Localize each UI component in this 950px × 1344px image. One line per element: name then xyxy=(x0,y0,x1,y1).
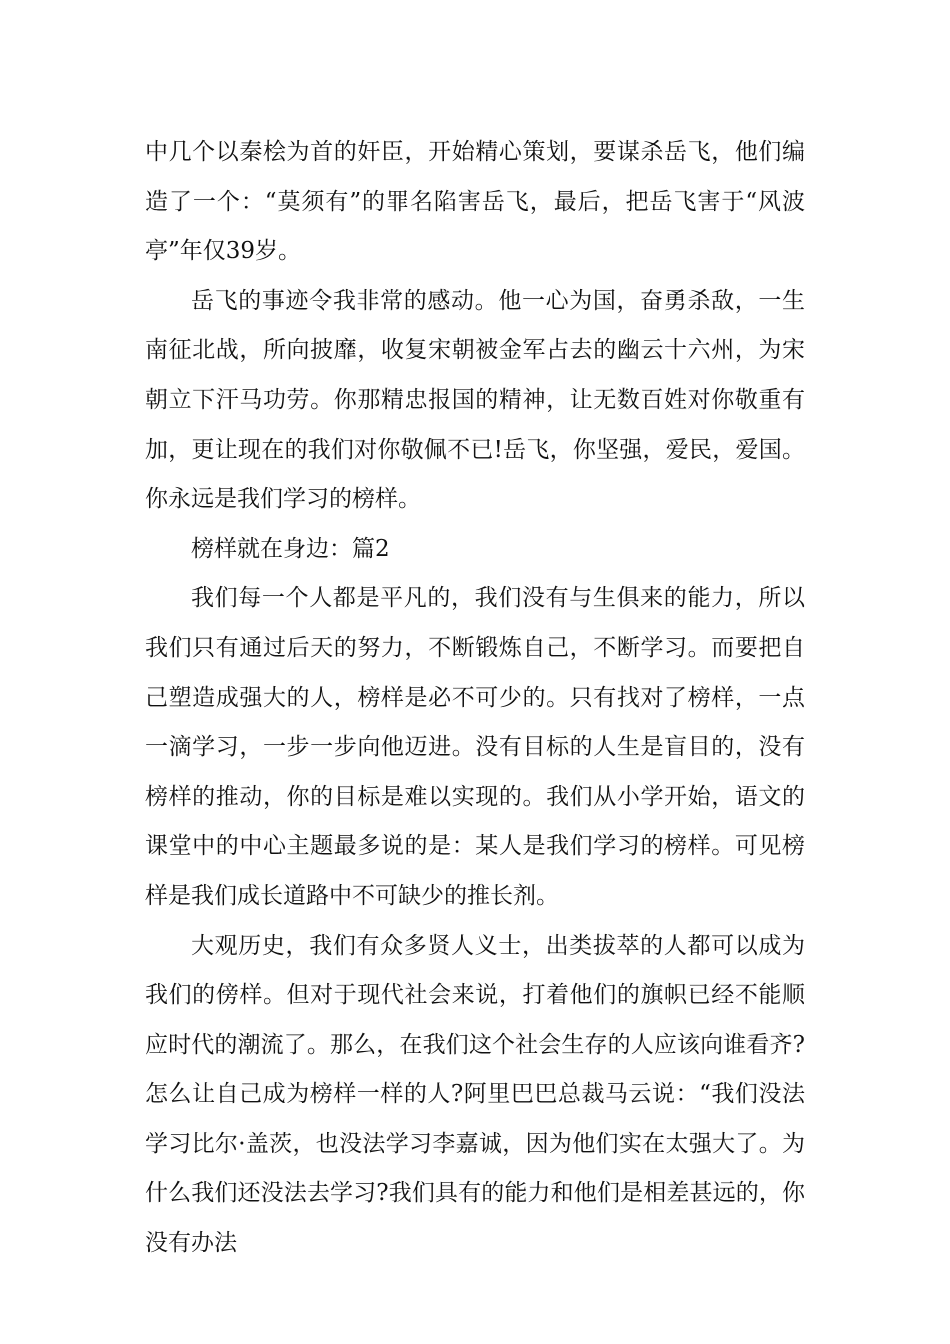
document-page xyxy=(145,128,805,1269)
paragraph-history: 大观历史，我们有众多贤人义士，出类拔萃的人都可以成为我们的傍样。但对于现代社会来说，打着他们的旗帜已经不能顺应时代的潮流了。那么，在我们这个社会生存的人应该向谁看齐?怎么让自己成为榜样一样的人?阿里巴巴总裁马云说：“我们没法学习比尔·盖茨，也没法学习李嘉诚，因为他们实在太强大了。为什么我们还没法去学习?我们具有的能力和他们是相差甚远的，你没有办法 xyxy=(145,932,805,1257)
paragraph-role-models: 我们每一个人都是平凡的，我们没有与生俱来的能力，所以我们只有通过后天的努力，不断锻炼自己，不断学习。而要把自己塑造成强大的人，榜样是必不可少的。只有找对了榜样，一点一滴学习，一步一步向他迈进。没有目标的人生是盲目的，没有榜样的推动，你的目标是难以实现的。我们从小学开始，语文的课堂中的中心主题最多说的是：某人是我们学习的榜样。可见榜样是我们成长道路中不可缺少的推长剂。 xyxy=(145,585,805,909)
section-heading: 榜样就在身边：篇2 xyxy=(191,535,390,562)
paragraph-yue-fei: 岳飞的事迹令我非常的感动。他一心为国，奋勇杀敌，一生南征北战，所向披靡，收复宋朝被金军占去的幽云十六州，为宋朝立下汗马功劳。你那精忠报国的精神，让无数百姓对你敬重有加，更让现在的我们对你敬佩不已!岳飞，你坚强，爱民，爱国。你永远是我们学习的榜样。 xyxy=(145,287,805,513)
paragraph-continuation: 中几个以秦桧为首的奸臣，开始精心策划，要谋杀岳飞，他们编造了一个：“莫须有”的罪名陷害岳飞，最后，把岳飞害于“风波亭”年仅39岁。 xyxy=(145,139,805,265)
